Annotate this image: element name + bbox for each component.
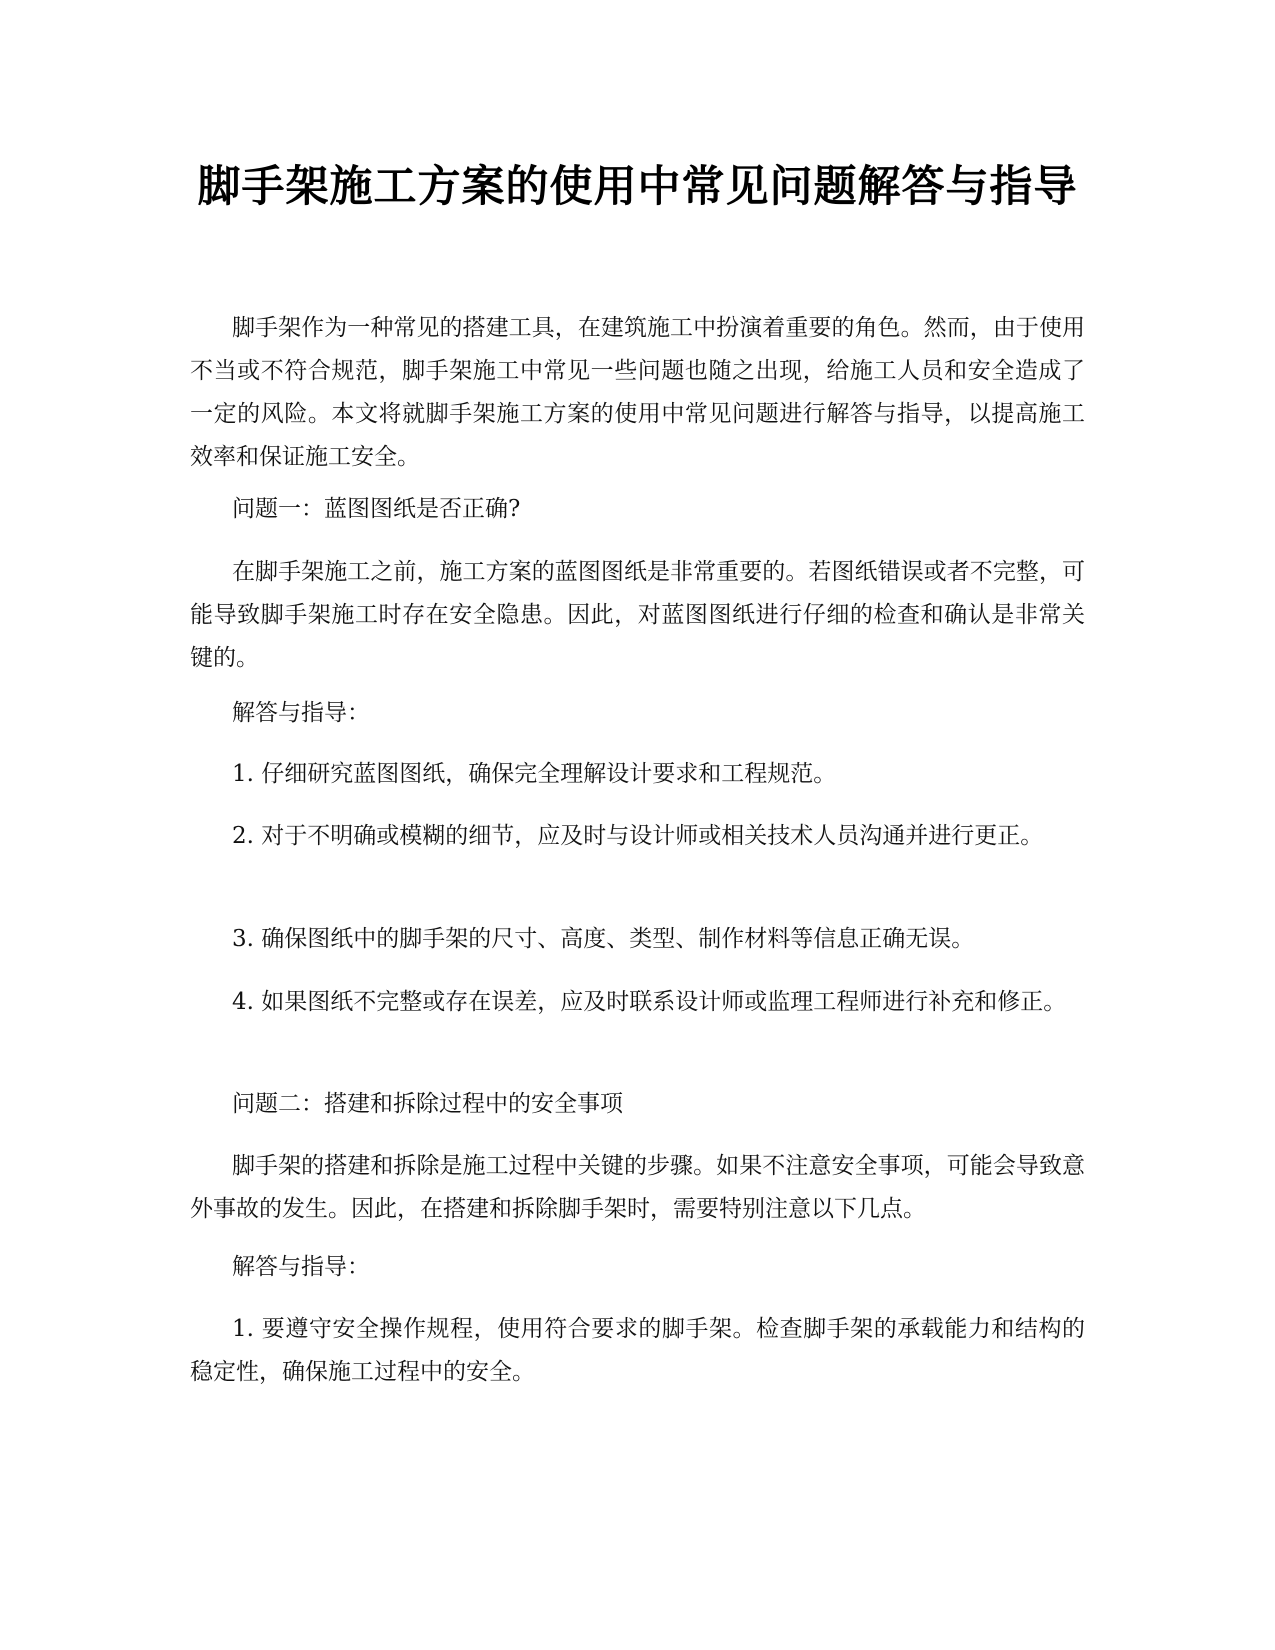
document-title: 脚手架施工方案的使用中常见问题解答与指导 xyxy=(197,162,1078,212)
answer-heading-two: 解答与指导： xyxy=(232,1254,370,1280)
question-one-heading: 问题一：蓝图图纸是否正确? xyxy=(232,496,521,522)
question-two-heading: 问题二：搭建和拆除过程中的安全事项 xyxy=(232,1091,623,1117)
answer-heading-one: 解答与指导： xyxy=(232,700,370,726)
list-item-2-1: 1. 要遵守安全操作规程，使用符合要求的脚手架。检查脚手架的承载能力和结构的稳定性，确保施工过程中的安全。 xyxy=(190,1316,1085,1385)
list-item-1-3: 3. 确保图纸中的脚手架的尺寸、高度、类型、制作材料等信息正确无误。 xyxy=(232,926,975,952)
question-one-paragraph: 在脚手架施工之前，施工方案的蓝图图纸是非常重要的。若图纸错误或者不完整，可能导致脚手架施工时存在安全隐患。因此，对蓝图图纸进行仔细的检查和确认是非常关键的。 xyxy=(190,559,1085,671)
list-item-1-4: 4. 如果图纸不完整或存在误差，应及时联系设计师或监理工程师进行补充和修正。 xyxy=(232,989,1067,1015)
question-two-paragraph: 脚手架的搭建和拆除是施工过程中关键的步骤。如果不注意安全事项，可能会导致意外事故的发生。因此，在搭建和拆除脚手架时，需要特别注意以下几点。 xyxy=(190,1153,1085,1222)
intro-paragraph: 脚手架作为一种常见的搭建工具，在建筑施工中扮演着重要的角色。然而，由于使用不当或不符合规范，脚手架施工中常见一些问题也随之出现，给施工人员和安全造成了一定的风险。本文将就脚手架施工方案的使用中常见问题进行解答与指导，以提高施工效率和保证施工安全。 xyxy=(190,315,1085,470)
list-item-1-1: 1. 仔细研究蓝图图纸，确保完全理解设计要求和工程规范。 xyxy=(232,761,837,787)
list-item-1-2: 2. 对于不明确或模糊的细节，应及时与设计师或相关技术人员沟通并进行更正。 xyxy=(232,823,1044,849)
